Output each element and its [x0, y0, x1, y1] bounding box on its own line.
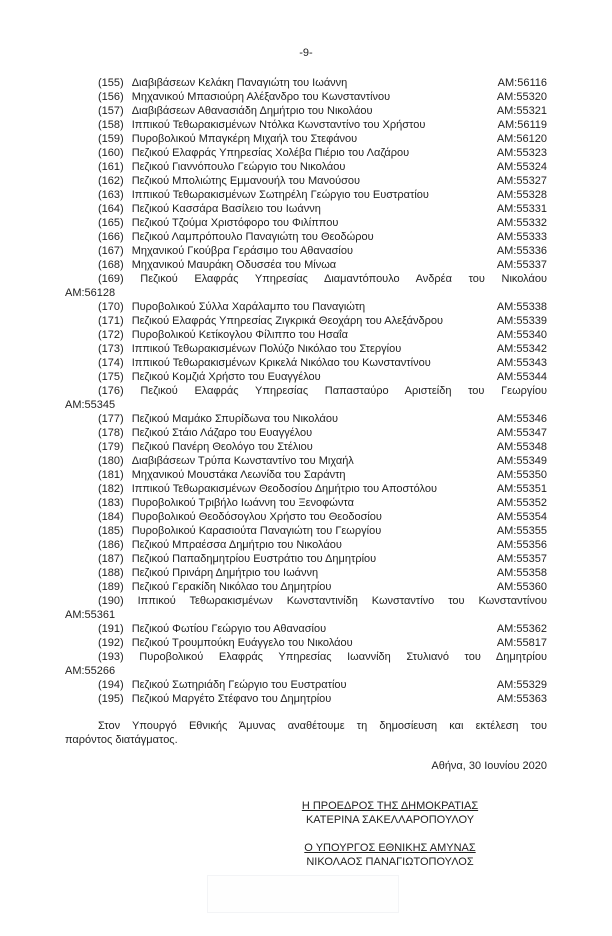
- closing-paragraph-line1: Στον Υπουργό Εθνικής Άμυνας αναθέτουμε τη δημοσίευση και εκτέλεση του: [98, 720, 547, 732]
- signature-name: ΚΑΤΕΡΙΝΑ ΣΑΚΕΛΛΑΡΟΠΟΥΛΟΥ: [305, 814, 475, 826]
- entry-name: Πεζικού Πρινάρη Δημήτριο του Ιωάννη: [131, 567, 319, 579]
- entry-registry-number: AM:55324: [496, 161, 547, 173]
- entry-number: (174): [98, 357, 124, 369]
- entry-number: (182): [98, 483, 124, 495]
- entry-name: Πεζικού Στάιο Λάζαρο του Ευαγγέλου: [131, 427, 313, 439]
- rank-list: [65, 76, 547, 706]
- list-entry: (193) Πυροβολικού Ελαφράς Υπηρεσίας Ιωαννίδη Στυλιανό του Δημητρίου: [98, 651, 547, 663]
- entry-name: Ιππικού Τεθωρακισμένων Κρικελά Νικόλαο του Κωνσταντίνου: [131, 357, 431, 369]
- list-entry: [65, 300, 547, 314]
- entry-number: (179): [98, 441, 124, 453]
- entry-registry-number: AM:55354: [496, 511, 547, 523]
- list-entry: [65, 524, 547, 538]
- entry-name: Πυροβολικού Μπαγκέρη Μιχαήλ του Στεφάνου: [131, 133, 358, 145]
- entry-name: Πεζικού Μπολιώτης Εμμανουήλ του Μανούσου: [131, 175, 361, 187]
- entry-name: Πεζικού Ελαφράς Υπηρεσίας Χολέβα Πιέριο του Λαζάρου: [131, 147, 410, 159]
- entry-registry-number: AM:55342: [496, 343, 547, 355]
- signature-title: Η ΠΡΟΕΔΡΟΣ ΤΗΣ ΔΗΜΟΚΡΑΤΙΑΣ: [301, 800, 479, 812]
- list-entry: [65, 370, 547, 384]
- entry-number: (166): [98, 231, 124, 243]
- entry-number: (185): [98, 525, 124, 537]
- list-entry: [65, 482, 547, 496]
- entry-number: (159): [98, 133, 124, 145]
- entry-number: (195): [98, 693, 124, 705]
- entry-name: Πεζικού Παπαδημητρίου Ευστράτιο του Δημητρίου: [131, 553, 377, 565]
- entry-name: Ιππικού Τεθωρακισμένων Σωτηρέλη Γεώργιο του Ευστρατίου: [131, 189, 429, 201]
- stamp-placeholder-box: [207, 875, 399, 913]
- list-entry: [65, 342, 547, 356]
- entry-registry-number: AM:55363: [496, 693, 547, 705]
- page-content: [65, 0, 547, 869]
- entry-number: (155): [98, 77, 124, 89]
- entry-number: (183): [98, 497, 124, 509]
- entry-name: Πεζικού Λαμπρόπουλο Παναγιώτη του Θεοδώρου: [131, 231, 374, 243]
- entry-number: (161): [98, 161, 124, 173]
- list-entry: [65, 566, 547, 580]
- list-entry-am-line: AM:55266: [65, 665, 116, 677]
- entry-name: Πεζικού Μαργέτο Στέφανο του Δημητρίου: [131, 693, 332, 705]
- entry-number: (178): [98, 427, 124, 439]
- list-entry: [65, 202, 547, 216]
- entry-registry-number: AM:55356: [496, 539, 547, 551]
- list-entry: (190) Ιππικού Τεθωρακισμένων Κωνσταντινίδη Κωνσταντίνο του Κωνσταντίνου: [98, 595, 547, 607]
- entry-name: Πεζικού Ελαφράς Υπηρεσίας Ζιγκρικά Θεοχάρη του Αλεξάνδρου: [131, 315, 443, 327]
- entry-name: Πυροβολικού Κετίκογλου Φίλιππο του Ησαΐα: [131, 329, 348, 341]
- entry-registry-number: AM:55352: [496, 497, 547, 509]
- list-entry: [65, 188, 547, 202]
- list-entry: [65, 314, 547, 328]
- date-line: Αθήνα, 30 Ιουνίου 2020: [431, 760, 547, 772]
- entry-name: Πεζικού Φωτίου Γεώργιο του Αθανασίου: [131, 623, 327, 635]
- entry-registry-number: AM:56116: [497, 77, 547, 89]
- list-entry: [65, 552, 547, 566]
- entry-name: Ιππικού Τεθωρακισμένων Θεοδοσίου Δημήτριο του Αποστόλου: [131, 483, 438, 495]
- entry-name: Πεζικού Γερακίδη Νικόλαο του Δημητρίου: [131, 581, 332, 593]
- entry-name: Πεζικού Πανέρη Θεολόγο του Στέλιου: [131, 441, 313, 453]
- entry-name: Πυροβολικού Σύλλα Χαράλαμπο του Παναγιώτη: [131, 301, 366, 313]
- entry-number: (164): [98, 203, 124, 215]
- entry-registry-number: AM:55355: [496, 525, 547, 537]
- list-entry: [65, 216, 547, 230]
- entry-number: (177): [98, 413, 124, 425]
- entry-name: Πυροβολικού Καρασιούτα Παναγιώτη του Γεωργίου: [131, 525, 382, 537]
- entry-number: (194): [98, 679, 124, 691]
- list-entry-am-line: AM:55345: [65, 399, 116, 411]
- entry-number: (188): [98, 567, 124, 579]
- entry-registry-number: AM:55347: [496, 427, 547, 439]
- entry-number: (172): [98, 329, 124, 341]
- list-entry: [65, 76, 547, 90]
- entry-registry-number: AM:55358: [496, 567, 547, 579]
- list-entry: [65, 230, 547, 244]
- list-entry: [65, 440, 547, 454]
- page-number: -9-: [299, 47, 313, 59]
- list-entry: (176) Πεζικού Ελαφράς Υπηρεσίας Παπασταύρο Αριστείδη του Γεωργίου: [98, 385, 547, 397]
- entry-registry-number: AM:55328: [496, 189, 547, 201]
- entry-name: Πεζικού Τζούμα Χριστόφορο του Φιλίππου: [131, 217, 339, 229]
- entry-registry-number: AM:55329: [496, 679, 547, 691]
- entry-number: (156): [98, 91, 124, 103]
- entry-number: (171): [98, 315, 124, 327]
- entry-registry-number: AM:55351: [496, 483, 547, 495]
- list-entry: [65, 146, 547, 160]
- list-entry: [65, 174, 547, 188]
- entry-registry-number: AM:55350: [496, 469, 547, 481]
- entry-number: (157): [98, 105, 124, 117]
- list-entry-am-line: AM:56128: [65, 287, 116, 299]
- entry-registry-number: AM:55340: [496, 329, 547, 341]
- entry-registry-number: AM:56120: [496, 133, 547, 145]
- list-entry: [65, 118, 547, 132]
- entry-registry-number: AM:55320: [496, 91, 547, 103]
- entry-registry-number: AM:55327: [496, 175, 547, 187]
- entry-registry-number: AM:55338: [496, 301, 547, 313]
- entry-registry-number: AM:56119: [497, 119, 547, 131]
- entry-number: (181): [98, 469, 124, 481]
- entry-name: Πεζικού Μπραέσσα Δημήτριο του Νικολάου: [131, 539, 342, 551]
- list-entry-am-line: AM:55361: [65, 609, 116, 621]
- entry-name: Πεζικού Κομζιά Χρήστο του Ευαγγέλου: [131, 371, 321, 383]
- entry-number: (168): [98, 259, 124, 271]
- entry-number: (187): [98, 553, 124, 565]
- entry-number: (173): [98, 343, 124, 355]
- entry-registry-number: AM:55348: [496, 441, 547, 453]
- list-entry: [65, 90, 547, 104]
- entry-name: Πυροβολικού Τριβήλο Ιωάννη του Ξενοφώντα: [131, 497, 354, 509]
- entry-number: (163): [98, 189, 124, 201]
- entry-name: Μηχανικού Γκούβρα Γεράσιμο του Αθανασίου: [131, 245, 353, 257]
- entry-registry-number: AM:55362: [496, 623, 547, 635]
- entry-number: (162): [98, 175, 124, 187]
- closing-paragraph-line2: παρόντος διατάγματος.: [65, 734, 178, 746]
- list-entry: [65, 538, 547, 552]
- list-entry: [65, 496, 547, 510]
- entry-name: Μηχανικού Μαυράκη Οδυσσέα του Μίνωα: [131, 259, 337, 271]
- list-entry: [65, 160, 547, 174]
- list-entry: (169) Πεζικού Ελαφράς Υπηρεσίας Διαμαντόπουλο Ανδρέα του Νικολάου: [98, 273, 547, 285]
- entry-registry-number: AM:55336: [496, 245, 547, 257]
- list-entry: [65, 104, 547, 118]
- entry-registry-number: AM:55339: [496, 315, 547, 327]
- list-entry: [65, 454, 547, 468]
- entry-registry-number: AM:55331: [496, 203, 547, 215]
- entry-number: (170): [98, 301, 124, 313]
- list-entry: [65, 426, 547, 440]
- list-entry: [65, 356, 547, 370]
- entry-number: (165): [98, 217, 124, 229]
- list-entry: [65, 580, 547, 594]
- entry-number: (158): [98, 119, 124, 131]
- entry-name: Ιππικού Τεθωρακισμένων Πολύζο Νικόλαο του Στεργίου: [131, 343, 402, 355]
- entry-name: Πεζικού Γιαννόπουλο Γεώργιο του Νικολάου: [131, 161, 346, 173]
- list-entry: [65, 468, 547, 482]
- entry-number: (191): [98, 623, 124, 635]
- list-entry: [65, 244, 547, 258]
- list-entry: [65, 132, 547, 146]
- entry-number: (160): [98, 147, 124, 159]
- entry-number: (184): [98, 511, 124, 523]
- entry-registry-number: AM:55360: [496, 581, 547, 593]
- entry-number: (167): [98, 245, 124, 257]
- entry-name: Πεζικού Τρουμπούκη Ευάγγελο του Νικολάου: [131, 637, 353, 649]
- list-entry: [65, 328, 547, 342]
- entry-registry-number: AM:55346: [496, 413, 547, 425]
- entry-registry-number: AM:55817: [496, 637, 547, 649]
- signature-title: Ο ΥΠΟΥΡΓΟΣ ΕΘΝΙΚΗΣ ΑΜΥΝΑΣ: [304, 842, 476, 854]
- entry-number: (186): [98, 539, 124, 551]
- entry-name: Ιππικού Τεθωρακισμένων Ντόλκα Κωνσταντίνο του Χρήστου: [131, 119, 426, 131]
- entry-name: Μηχανικού Μουστάκα Λεωνίδα του Σαράντη: [131, 469, 346, 481]
- entry-number: (192): [98, 637, 124, 649]
- list-entry: [65, 412, 547, 426]
- entry-registry-number: AM:55343: [496, 357, 547, 369]
- entry-name: Πεζικού Κασσάρα Βασίλειο του Ιωάννη: [131, 203, 321, 215]
- entry-name: Διαβιβάσεων Αθανασιάδη Δημήτριο του Νικολάου: [131, 105, 373, 117]
- list-entry: [65, 622, 547, 636]
- list-entry: [65, 258, 547, 272]
- entry-name: Διαβιβάσεων Τρύπα Κωνσταντίνο του Μιχαήλ: [131, 455, 354, 467]
- entry-registry-number: AM:55349: [496, 455, 547, 467]
- entry-number: (175): [98, 371, 124, 383]
- entry-name: Μηχανικού Μπασιούρη Αλέξανδρο του Κωνσταντίνου: [131, 91, 391, 103]
- entry-registry-number: AM:55357: [496, 553, 547, 565]
- signature-block-president: [275, 799, 505, 827]
- entry-registry-number: AM:55344: [496, 371, 547, 383]
- entry-name: Πεζικού Μαμάκο Σπυρίδωνα του Νικολάου: [131, 413, 339, 425]
- list-entry: [65, 678, 547, 692]
- entry-number: (180): [98, 455, 124, 467]
- signature-block-minister: [275, 841, 505, 869]
- signature-name: ΝΙΚΟΛΑΟΣ ΠΑΝΑΓΙΩΤΟΠΟΥΛΟΣ: [306, 856, 474, 868]
- entry-registry-number: AM:55333: [496, 231, 547, 243]
- entry-name: Πυροβολικού Θεοδόσογλου Χρήστο του Θεοδοσίου: [131, 511, 382, 523]
- entry-registry-number: AM:55332: [496, 217, 547, 229]
- list-entry: [65, 636, 547, 650]
- entry-registry-number: AM:55323: [496, 147, 547, 159]
- entry-name: Πεζικού Σωτηριάδη Γεώργιο του Ευστρατίου: [131, 679, 347, 691]
- entry-name: Διαβιβάσεων Κελάκη Παναγιώτη του Ιωάννη: [131, 77, 348, 89]
- entry-registry-number: AM:55337: [496, 259, 547, 271]
- entry-number: (189): [98, 581, 124, 593]
- list-entry: [65, 510, 547, 524]
- entry-registry-number: AM:55321: [496, 105, 547, 117]
- list-entry: [65, 692, 547, 706]
